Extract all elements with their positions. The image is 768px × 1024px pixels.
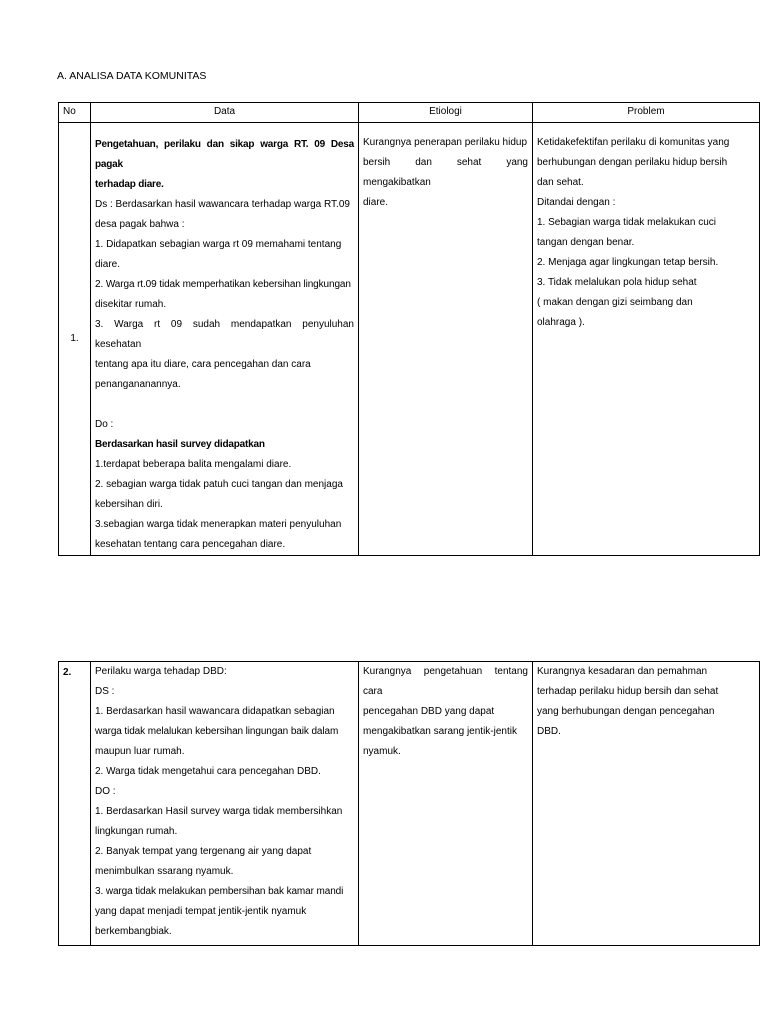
data-line: kesehatan tentang cara pencegahan diare. bbox=[95, 539, 286, 550]
problem-line: berhubungan dengan perilaku hidup bersih bbox=[537, 157, 728, 168]
table-row bbox=[59, 123, 760, 556]
data-line: 1. Berdasarkan Hasil survey warga tidak membersihkan bbox=[95, 806, 343, 817]
etiologi-line: mengakibatkan sarang jentik-jentik bbox=[363, 726, 517, 737]
data-line: 2. Warga tidak mengetahui cara pencegahan DBD. bbox=[95, 766, 321, 777]
section-heading: A. ANALISA DATA KOMUNITAS bbox=[57, 70, 207, 82]
data-cell bbox=[91, 662, 359, 946]
etiologi-line: bersih dan sehat yang mengakibatkan bbox=[363, 157, 528, 188]
data-line: 2. sebagian warga tidak patuh cuci tangan dan menjaga bbox=[95, 479, 343, 490]
data-line: lingkungan rumah. bbox=[95, 826, 178, 837]
header-problem: Problem bbox=[533, 103, 760, 123]
etiologi-line: nyamuk. bbox=[363, 746, 401, 757]
header-etiologi: Etiologi bbox=[359, 103, 533, 123]
problem-line: 1. Sebagian warga tidak melakukan cuci bbox=[537, 217, 716, 228]
problem-line: 2. Menjaga agar lingkungan tetap bersih. bbox=[537, 257, 719, 268]
row-number: 2. bbox=[59, 662, 91, 946]
problem-line: ( makan dengan gizi seimbang dan bbox=[537, 297, 693, 308]
data-line: 1. Didapatkan sebagian warga rt 09 memahami tentang bbox=[95, 239, 342, 250]
data-title-line: Berdasarkan hasil survey didapatkan bbox=[95, 439, 265, 450]
header-data: Data bbox=[91, 103, 359, 123]
problem-line: 3. Tidak melalukan pola hidup sehat bbox=[537, 277, 697, 288]
data-title-line: terhadap diare. bbox=[95, 179, 164, 190]
data-line: DO : bbox=[95, 786, 116, 797]
data-line: Perilaku warga tehadap DBD: bbox=[95, 666, 227, 677]
spacer bbox=[95, 395, 354, 415]
data-line: 2. Banyak tempat yang tergenang air yang dapat bbox=[95, 846, 312, 857]
data-line: berkembangbiak. bbox=[95, 926, 172, 937]
header-no: No bbox=[59, 103, 91, 123]
data-line: diare. bbox=[95, 259, 121, 270]
data-line: yang dapat menjadi tempat jentik-jentik nyamuk bbox=[95, 906, 307, 917]
problem-line: DBD. bbox=[537, 726, 561, 737]
etiologi-line: diare. bbox=[363, 197, 389, 208]
etiologi-cell bbox=[359, 662, 533, 946]
data-line: DS : bbox=[95, 686, 115, 697]
problem-line: Ketidakefektifan perilaku di komunitas yang bbox=[537, 137, 730, 148]
problem-line: Ditandai dengan : bbox=[537, 197, 616, 208]
data-line: desa pagak bahwa : bbox=[95, 219, 185, 230]
etiologi-line: Kurangnya penerapan perilaku hidup bbox=[363, 137, 528, 148]
problem-line: dan sehat. bbox=[537, 177, 584, 188]
data-line: penangananannya. bbox=[95, 379, 181, 390]
data-line: 3.sebagian warga tidak menerapkan materi penyuluhan bbox=[95, 519, 342, 530]
analysis-table-1 bbox=[58, 102, 760, 556]
etiologi-line: Kurangnya pengetahuan tentang cara bbox=[363, 666, 528, 697]
data-line: 1. Berdasarkan hasil wawancara didapatkan sebagian bbox=[95, 706, 335, 717]
data-line: Ds : Berdasarkan hasil wawancara terhadap warga RT.09 bbox=[95, 199, 350, 210]
analysis-table-2 bbox=[58, 661, 760, 946]
data-line: warga tidak melalukan kebersihan lingungan baik dalam bbox=[95, 726, 339, 737]
problem-line: terhadap perilaku hidup bersih dan sehat bbox=[537, 686, 719, 697]
data-line: menimbulkan ssarang nyamuk. bbox=[95, 866, 234, 877]
data-line: 1.terdapat beberapa balita mengalami diare. bbox=[95, 459, 292, 470]
etiologi-cell bbox=[359, 123, 533, 556]
row-number: 1. bbox=[59, 123, 91, 556]
data-line: 3. Warga rt 09 sudah mendapatkan penyuluhan kesehatan bbox=[95, 319, 354, 350]
data-cell bbox=[91, 123, 359, 556]
problem-line: Kurangnya kesadaran dan pemahman bbox=[537, 666, 708, 677]
data-title-line: Pengetahuan, perilaku dan sikap warga RT. 09 Desa pagak bbox=[95, 139, 354, 170]
data-line: maupun luar rumah. bbox=[95, 746, 185, 757]
problem-line: yang berhubungan dengan pencegahan bbox=[537, 706, 715, 717]
table-header-row bbox=[59, 103, 760, 123]
problem-cell bbox=[533, 662, 760, 946]
data-line: 2. Warga rt.09 tidak memperhatikan kebersihan lingkungan bbox=[95, 279, 351, 290]
problem-line: tangan dengan benar. bbox=[537, 237, 635, 248]
etiologi-line: pencegahan DBD yang dapat bbox=[363, 706, 495, 717]
problem-cell bbox=[533, 123, 760, 556]
data-line: tentang apa itu diare, cara pencegahan dan cara bbox=[95, 359, 311, 370]
table-row bbox=[59, 662, 760, 946]
data-line: disekitar rumah. bbox=[95, 299, 167, 310]
problem-line: olahraga ). bbox=[537, 317, 585, 328]
data-line: 3. warga tidak melakukan pembersihan bak kamar mandi bbox=[95, 886, 344, 897]
data-line: kebersihan diri. bbox=[95, 499, 163, 510]
data-line: Do : bbox=[95, 419, 114, 430]
